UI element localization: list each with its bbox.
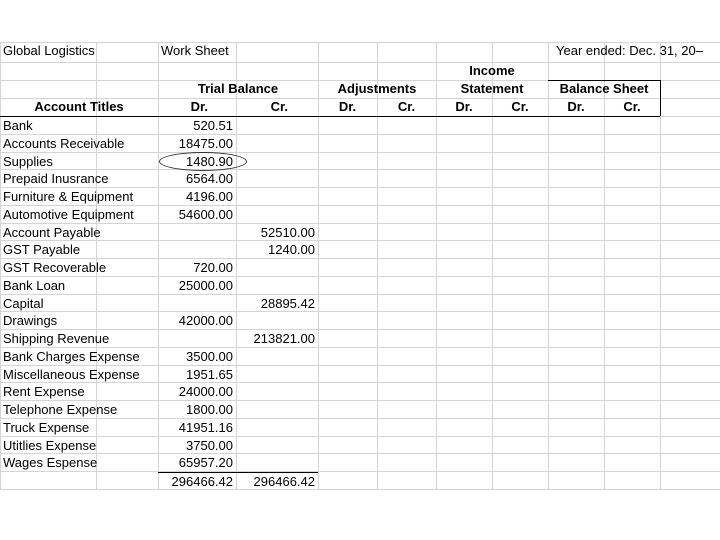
total-credit: 296466.42: [253, 474, 315, 489]
balance-sheet-heading: Balance Sheet: [559, 81, 649, 96]
trial-balance-credit: 52510.00: [260, 224, 315, 240]
trial-balance-debit: 1480.90: [186, 153, 233, 169]
trial-balance-debit: 3750.00: [186, 437, 233, 453]
trial-balance-credit: [236, 401, 318, 419]
account-title: Drawings: [3, 313, 58, 329]
trial-balance-debit: 3500.00: [186, 348, 233, 364]
trial-balance-debit: 54600.00: [178, 206, 233, 222]
trial-balance-credit: [236, 135, 318, 153]
totals-border-top: [158, 472, 318, 473]
account-title: Automotive Equipment: [3, 206, 134, 222]
account-title: Rent Expense: [3, 384, 85, 400]
is-cr-header: Cr.: [511, 99, 529, 114]
balance-sheet-border-right: [660, 80, 661, 116]
trial-balance-debit: 4196.00: [186, 189, 233, 204]
trial-balance-debit: 24000.00: [178, 384, 233, 400]
trial-balance-credit: [236, 383, 318, 401]
account-title: Wages Espense: [3, 455, 98, 471]
trial-balance-credit: [236, 188, 318, 206]
trial-balance-debit: 1800.00: [186, 402, 233, 417]
trial-balance-credit: [236, 259, 318, 277]
account-title: Shipping Revenue: [3, 331, 110, 346]
account-title: Supplies: [3, 153, 53, 169]
account-title: Utitlies Expense: [3, 437, 97, 453]
header-border-bottom: [0, 116, 660, 117]
tb-cr-header: Cr.: [270, 99, 288, 114]
document-type: Work Sheet: [161, 43, 229, 58]
trial-balance-debit: 25000.00: [178, 277, 233, 293]
adjustments-heading: Adjustments: [337, 81, 417, 96]
company-name: Global Logistics: [3, 43, 95, 58]
trial-balance-debit: 65957.20: [178, 455, 233, 471]
trial-balance-credit: [236, 366, 318, 384]
account-title: Accounts Receivable: [3, 135, 125, 151]
account-titles-header: Account Titles: [34, 99, 124, 114]
trial-balance-debit: 6564.00: [186, 171, 233, 187]
balance-sheet-heading-border-top: [548, 80, 660, 81]
trial-balance-debit: 41951.16: [178, 419, 233, 435]
income-statement-heading-line1: Income: [469, 63, 515, 78]
account-title: GST Recoverable: [3, 260, 107, 275]
account-title: Capital: [3, 295, 44, 311]
account-title: GST Payable: [3, 242, 81, 258]
trial-balance-heading: Trial Balance: [197, 81, 279, 96]
trial-balance-debit: [158, 241, 236, 259]
account-title: Bank Loan: [3, 277, 66, 293]
trial-balance-debit: [158, 330, 236, 348]
income-statement-heading-line2: Statement: [460, 81, 524, 96]
trial-balance-debit: 18475.00: [178, 135, 233, 151]
trial-balance-debit: 42000.00: [178, 313, 233, 329]
trial-balance-credit: [236, 170, 318, 188]
account-title: Account Payable: [3, 224, 101, 240]
trial-balance-credit: [236, 277, 318, 295]
grid-hline: [0, 62, 720, 63]
trial-balance-credit: [236, 206, 318, 224]
tb-dr-header: Dr.: [190, 99, 208, 114]
trial-balance-credit: 1240.00: [268, 242, 315, 258]
trial-balance-credit: [236, 419, 318, 437]
trial-balance-debit: [158, 295, 236, 313]
period-label: Year ended: Dec. 31, 20–: [556, 43, 703, 58]
trial-balance-credit: [236, 153, 318, 171]
account-title: Furniture & Equipment: [3, 189, 134, 204]
bs-cr-header: Cr.: [623, 99, 641, 114]
adj-dr-header: Dr.: [338, 99, 357, 114]
trial-balance-debit: 520.51: [193, 118, 233, 133]
trial-balance-credit: [236, 117, 318, 135]
grid-hline: [0, 489, 720, 490]
trial-balance-credit: 213821.00: [253, 331, 315, 346]
trial-balance-credit: [236, 437, 318, 455]
account-title: Miscellaneous Expense: [3, 366, 140, 382]
trial-balance-credit: [236, 312, 318, 330]
total-debit: 296466.42: [171, 474, 233, 489]
is-dr-header: Dr.: [455, 99, 473, 114]
bs-dr-header: Dr.: [567, 99, 585, 114]
account-title: Bank: [3, 118, 33, 133]
trial-balance-credit: 28895.42: [260, 295, 315, 311]
trial-balance-credit: [236, 454, 318, 472]
trial-balance-debit: [158, 224, 236, 242]
supplies-circle-highlight: [159, 152, 247, 171]
account-title: Bank Charges Expense: [3, 348, 140, 364]
account-title: Prepaid Inusrance: [3, 171, 109, 187]
account-title: Truck Expense: [3, 419, 90, 435]
adj-cr-header: Cr.: [397, 99, 416, 114]
account-title: Telephone Expense: [3, 402, 118, 417]
trial-balance-debit: 720.00: [193, 260, 233, 275]
trial-balance-credit: [236, 348, 318, 366]
trial-balance-debit: 1951.65: [186, 366, 233, 382]
